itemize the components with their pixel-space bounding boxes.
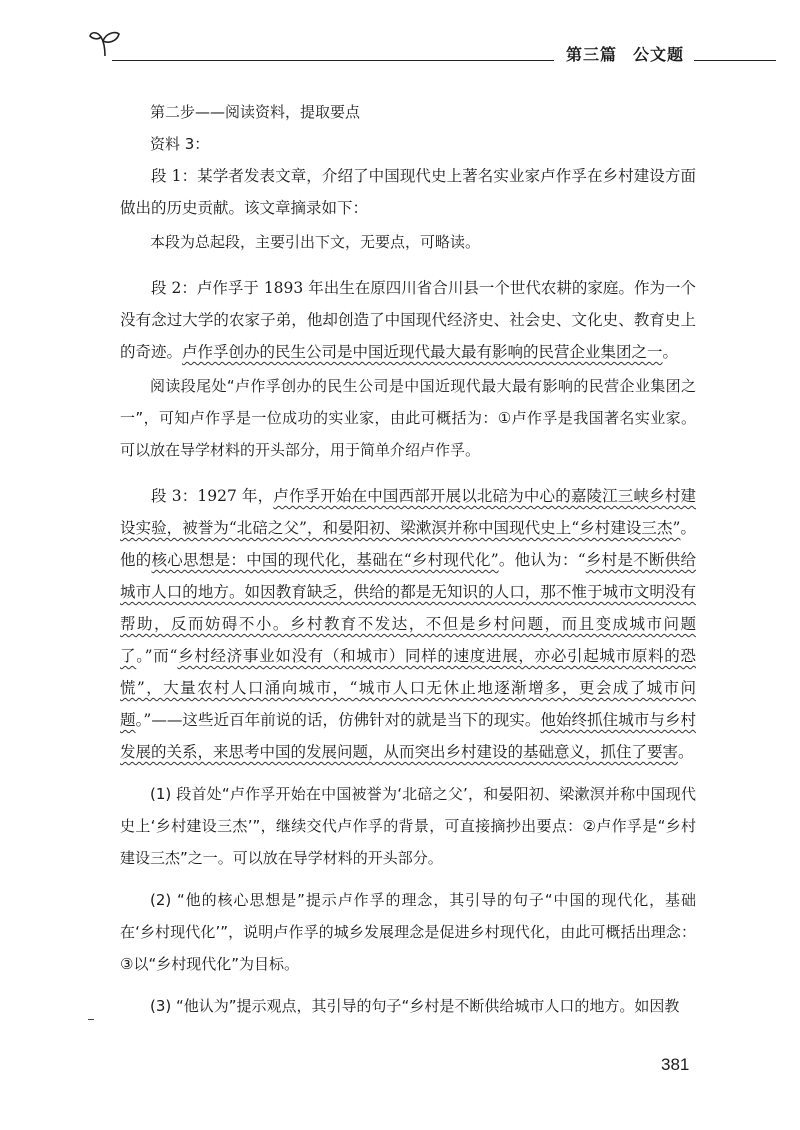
- step-title: 第二步——阅读资料，提取要点: [150, 103, 361, 121]
- paragraph-2-text: 段 2：卢作孚于 1893 年出生在原四川省合川县一个世代农耕的家庭。作为一个没有念过大学的农家子弟，他却创造了中国现代经济史、社会史、文化史、教育史上的奇迹。: [120, 279, 696, 361]
- paragraph-3-underline-2: 核心思想是：中国的现代化，基础在“乡村现代化”: [151, 551, 499, 569]
- analysis-note-3-1: (1) 段首处“卢作孚开始在中国被誉为‘北碚之父’，和晏阳初、梁漱溟并称中国现代史上‘乡村建设三杰’”，继续交代卢作孚的背景，可直接摘抄出要点：②卢作孚是“乡村建设三杰”之一。可以放在导学材料的开头部分。: [120, 785, 696, 867]
- margin-mark: [88, 1019, 94, 1020]
- paragraph-3-underline-5: 他始终抓住城市与乡村发展的关系，来思考中国的发展问题，从而突出乡村建设的基础意义，抓住了要害: [120, 711, 696, 761]
- header-section: 公文题: [633, 45, 685, 64]
- paragraph-3-seg-1: 段 3：1927 年，: [151, 487, 274, 505]
- header-part: 第三篇: [566, 45, 618, 64]
- paragraph-3-seg-4: 。”而“: [136, 647, 178, 665]
- header-rule-right: [694, 60, 776, 61]
- paragraph-3-seg-3: 。他认为：“: [498, 551, 586, 569]
- paragraph-2-underlined: 卢作孚创办的民生公司是中国近现代最大最有影响的民营企业集团之一: [182, 343, 663, 361]
- header-title: [566, 42, 684, 65]
- paragraph-3-seg-5: 。”——这些近百年前说的话，仿佛针对的就是当下的现实。: [135, 711, 541, 729]
- sprout-icon: [88, 28, 122, 58]
- paragraph-3-seg-6: 。: [678, 743, 694, 761]
- material-label: 资料 3：: [150, 135, 210, 153]
- page-content: [120, 96, 696, 1022]
- paragraph-3-underline-3: 乡村是不断供给城市人口的地方。如因教育缺乏，供给的都是无知识的人口，那不惟于城市文明没有帮助，反而妨碍不小。乡村教育不发达，不但是乡村问题，而且变成城市问题了: [120, 551, 696, 665]
- paragraph-3: [120, 480, 696, 768]
- paragraph-1: 段 1：某学者发表文章，介绍了中国现代史上著名实业家卢作孚在乡村建设方面做出的历史贡献。该文章摘录如下：: [120, 167, 696, 217]
- analysis-note-3-3: (3) “他认为”提示观点，其引导的句子“乡村是不断供给城市人口的地方。如因教: [150, 997, 680, 1015]
- analysis-note-3-2: (2) “他的核心思想是”提示卢作孚的理念，其引导的句子“中国的现代化，基础在‘乡村现代化’”，说明卢作孚的城乡发展理念是促进乡村现代化，由此可概括出理念：③以“乡村现代化”为目标。: [120, 891, 696, 973]
- page-number: 381: [661, 1055, 690, 1074]
- paragraph-2-end: 。: [662, 343, 679, 361]
- analysis-note-2: 阅读段尾处“卢作孚创办的民生公司是中国近现代最大最有影响的民营企业集团之一”，可知卢作孚是一位成功的实业家，由此可概括为：①卢作孚是我国著名实业家。可以放在导学材料的开头部分，用于简单介绍卢作孚。: [120, 377, 696, 459]
- paragraph-2: [120, 272, 696, 368]
- paragraph-3-underline-4: 乡村经济事业如没有（和城市）同样的速度进展，亦必引起城市原料的恐慌”，大量农村人口涌向城市，“城市人口无休止地逐渐增多，更会成了城市问题: [120, 647, 696, 729]
- analysis-note-1: 本段为总起段，主要引出下文，无要点，可略读。: [150, 233, 481, 251]
- header-rule-left: [112, 60, 554, 61]
- paragraph-3-underline-1: 卢作孚开始在中国西部开展以北碚为中心的嘉陵江三峡乡村建设实验，被誉为“北碚之父”，和晏阳初、梁漱溟并称中国现代史上“乡村建设三杰”: [120, 487, 696, 537]
- page-header: [0, 0, 800, 80]
- paragraph-3-seg-2: 。他的: [120, 519, 696, 569]
